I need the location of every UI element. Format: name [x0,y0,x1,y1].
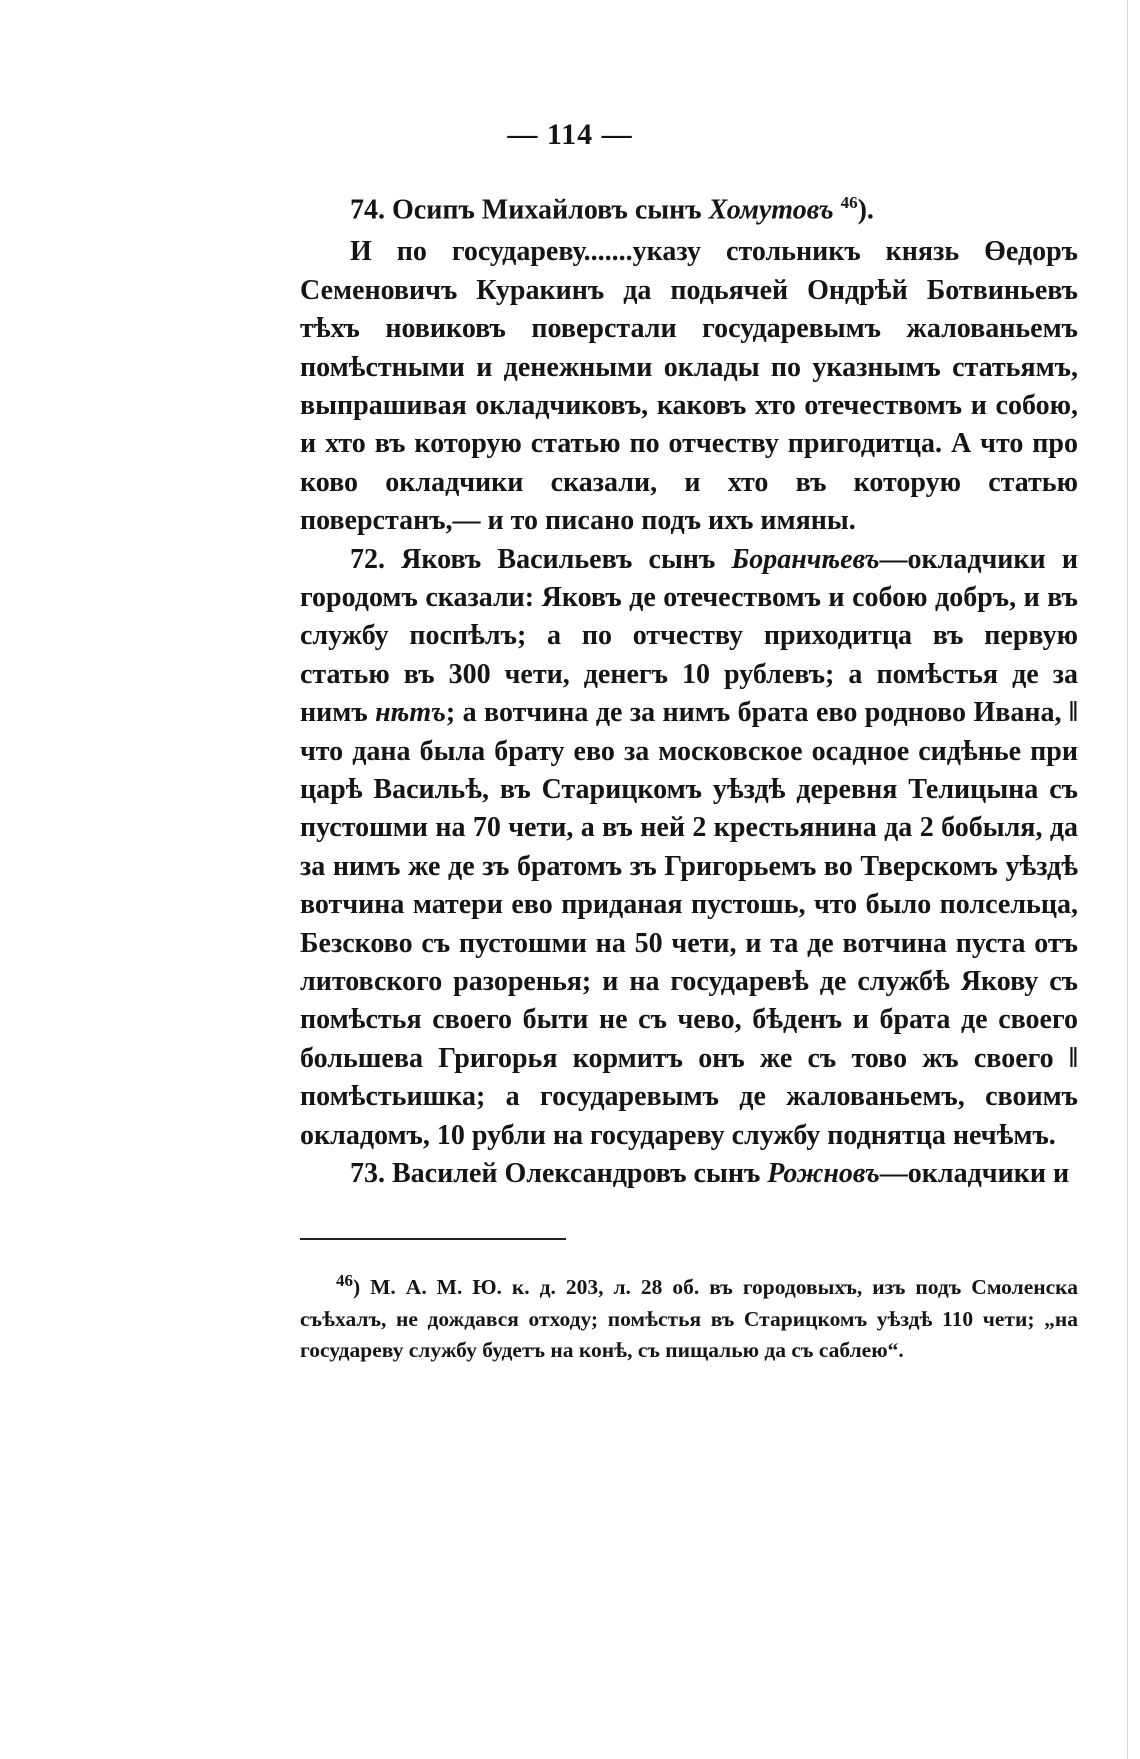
entry-71-heading-start: 74. Осипъ Михайловъ сынъ [350,194,709,226]
footnote [300,1265,1078,1367]
entry-71-surname: Хомутовъ [708,194,834,226]
entry-71-heading [300,184,1078,229]
footnote-text: ) М. А. М. Ю. к. д. 203, л. 28 об. въ городовыхъ, изъ подъ Смоленска съѣхалъ, не дождався отходу; помѣстья въ Старицкомъ уѣздѣ 110 чети; „на государеву службу будетъ на конѣ, съ пищалью да съ саблею“. [300,1275,1078,1363]
entry-73-end: —окладчики и [879,1158,1070,1190]
entry-73-paragraph [300,1155,1078,1193]
entry-72-end: ; а вотчина де за нимъ брата ево родново Ивана, ‖ что дана была брату ево за московское осадное сидѣнье при царѣ Васильѣ, въ Старицкомъ уѣздѣ деревня Телицына съ пустошми на 70 чети, а въ ней 2 крестьянина да 2 бобыля, да за нимъ же де зъ братомъ зъ Григорьемъ во Тверскомъ уѣздѣ вотчина матери ево приданая пустошь, что было полсельца, Безсково съ пустошми на 50 чети, и та де вотчина пуста отъ литовского разоренья; и на государевѣ де службѣ Якову съ помѣстья своего быти не съ чево, бѣденъ и брата де своего большева Григорья кормитъ онъ же съ тово жъ своего ‖ помѣстьишка; а государевымъ де жалованьемъ, своимъ окладомъ, 10 рубли на государеву службу поднятца нечѣмъ. [300,697,1078,1151]
entry-72-italic-word: нѣтъ [375,697,446,729]
footnote-marker: 46 [336,1271,353,1290]
page-number: — 114 — [507,118,633,151]
entry-72-paragraph [300,541,1078,1156]
entry-72-mid: —окладчики и городомъ сказали: Яковъ де отечествомъ и собою добръ, и въ службу поспѣлъ; а по отчеству приходитца въ первую статью въ 300 чети, денегъ 10 рублевъ; а помѣстья де за нимъ [300,543,1078,729]
footnote-paragraph [300,1265,1078,1367]
entry-72-start: 72. Яковъ Васильевъ сынъ [350,543,732,575]
entry-71-heading-end: ). [857,194,874,226]
entry-71-text: И по государеву.......указу стольникъ князь Өедоръ Семеновичъ Куракинъ да подьячей Ондрѣй Ботвиньевъ тѣхъ новиковъ поверстали государевымъ жалованьемъ помѣстными и денежными оклады по указнымъ статьямъ, выпрашивая окладчиковъ, каковъ хто отечествомъ и собою, и хто въ которую статью по отчеству пригодитца. А что про ково окладчики сказали, и хто въ которую статью поверстанъ,— и то писано подъ ихъ имяны. [300,236,1078,537]
footnote-separator [300,1238,566,1240]
entry-72-surname: Боранчѣевъ [731,543,880,575]
entry-73-start: 73. Василей Олександровъ сынъ [350,1158,768,1190]
main-text [300,184,1078,1193]
page-edge-line [1127,0,1128,1759]
entry-73-surname: Рожновъ [767,1158,880,1190]
footnote-reference: 46 [840,193,858,212]
